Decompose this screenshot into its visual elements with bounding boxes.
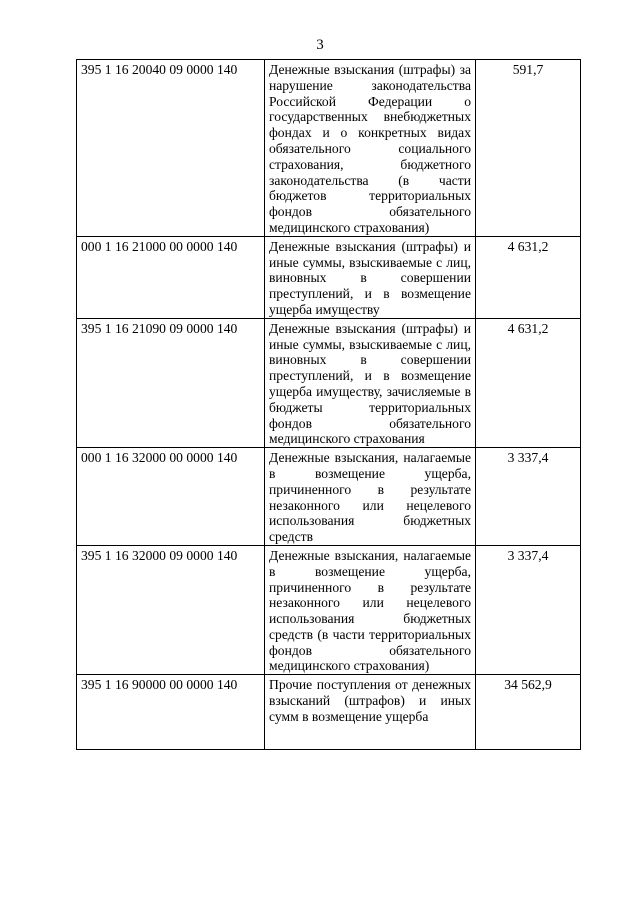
- budget-classification-code: 000 1 16 32000 00 0000 140: [77, 448, 265, 546]
- revenue-amount: 3 337,4: [476, 448, 581, 546]
- table-row: [77, 675, 581, 750]
- revenue-description: Денежные взыскания (штрафы) за нарушение законодательства Российской Федерации о государственных внебюджетных фондах и о конкретных видах обязательного социального страхования, бюджетного законодательства (в части бюджетов территориальных фондов обязательного медицинского страхования): [265, 60, 476, 237]
- revenue-description: Денежные взыскания, налагаемые в возмещение ущерба, причиненного в результате незаконного или нецелевого использования бюджетных средств (в части территориальных фондов обязательного медицинского страхования): [265, 545, 476, 674]
- budget-classification-code: 000 1 16 21000 00 0000 140: [77, 236, 265, 318]
- revenue-amount: 591,7: [476, 60, 581, 237]
- budget-classification-code: 395 1 16 20040 09 0000 140: [77, 60, 265, 237]
- revenue-description: Денежные взыскания, налагаемые в возмещение ущерба, причиненного в результате незаконного или нецелевого использования бюджетных средств: [265, 448, 476, 546]
- budget-classification-code: 395 1 16 90000 00 0000 140: [77, 675, 265, 750]
- table-row: [77, 448, 581, 546]
- revenue-amount: 4 631,2: [476, 236, 581, 318]
- table-row: [77, 60, 581, 237]
- table-row: [77, 318, 581, 447]
- revenue-amount: 4 631,2: [476, 318, 581, 447]
- table-row: [77, 545, 581, 674]
- revenue-description: Прочие поступления от денежных взысканий (штрафов) и иных сумм в возмещение ущерба: [265, 675, 476, 750]
- revenue-description: Денежные взыскания (штрафы) и иные суммы, взыскиваемые с лиц, виновных в совершении преступлений, и в возмещение ущерба имуществу, зачисляемые в бюджеты территориальных фондов обязательного медицинского страхования: [265, 318, 476, 447]
- budget-revenue-table: [76, 59, 581, 750]
- budget-classification-code: 395 1 16 32000 09 0000 140: [77, 545, 265, 674]
- revenue-amount: 3 337,4: [476, 545, 581, 674]
- revenue-description: Денежные взыскания (штрафы) и иные суммы, взыскиваемые с лиц, виновных в совершении преступлений, и в возмещение ущерба имуществу: [265, 236, 476, 318]
- budget-classification-code: 395 1 16 21090 09 0000 140: [77, 318, 265, 447]
- table-row: [77, 236, 581, 318]
- revenue-amount: 34 562,9: [476, 675, 581, 750]
- page-number: 3: [316, 37, 324, 53]
